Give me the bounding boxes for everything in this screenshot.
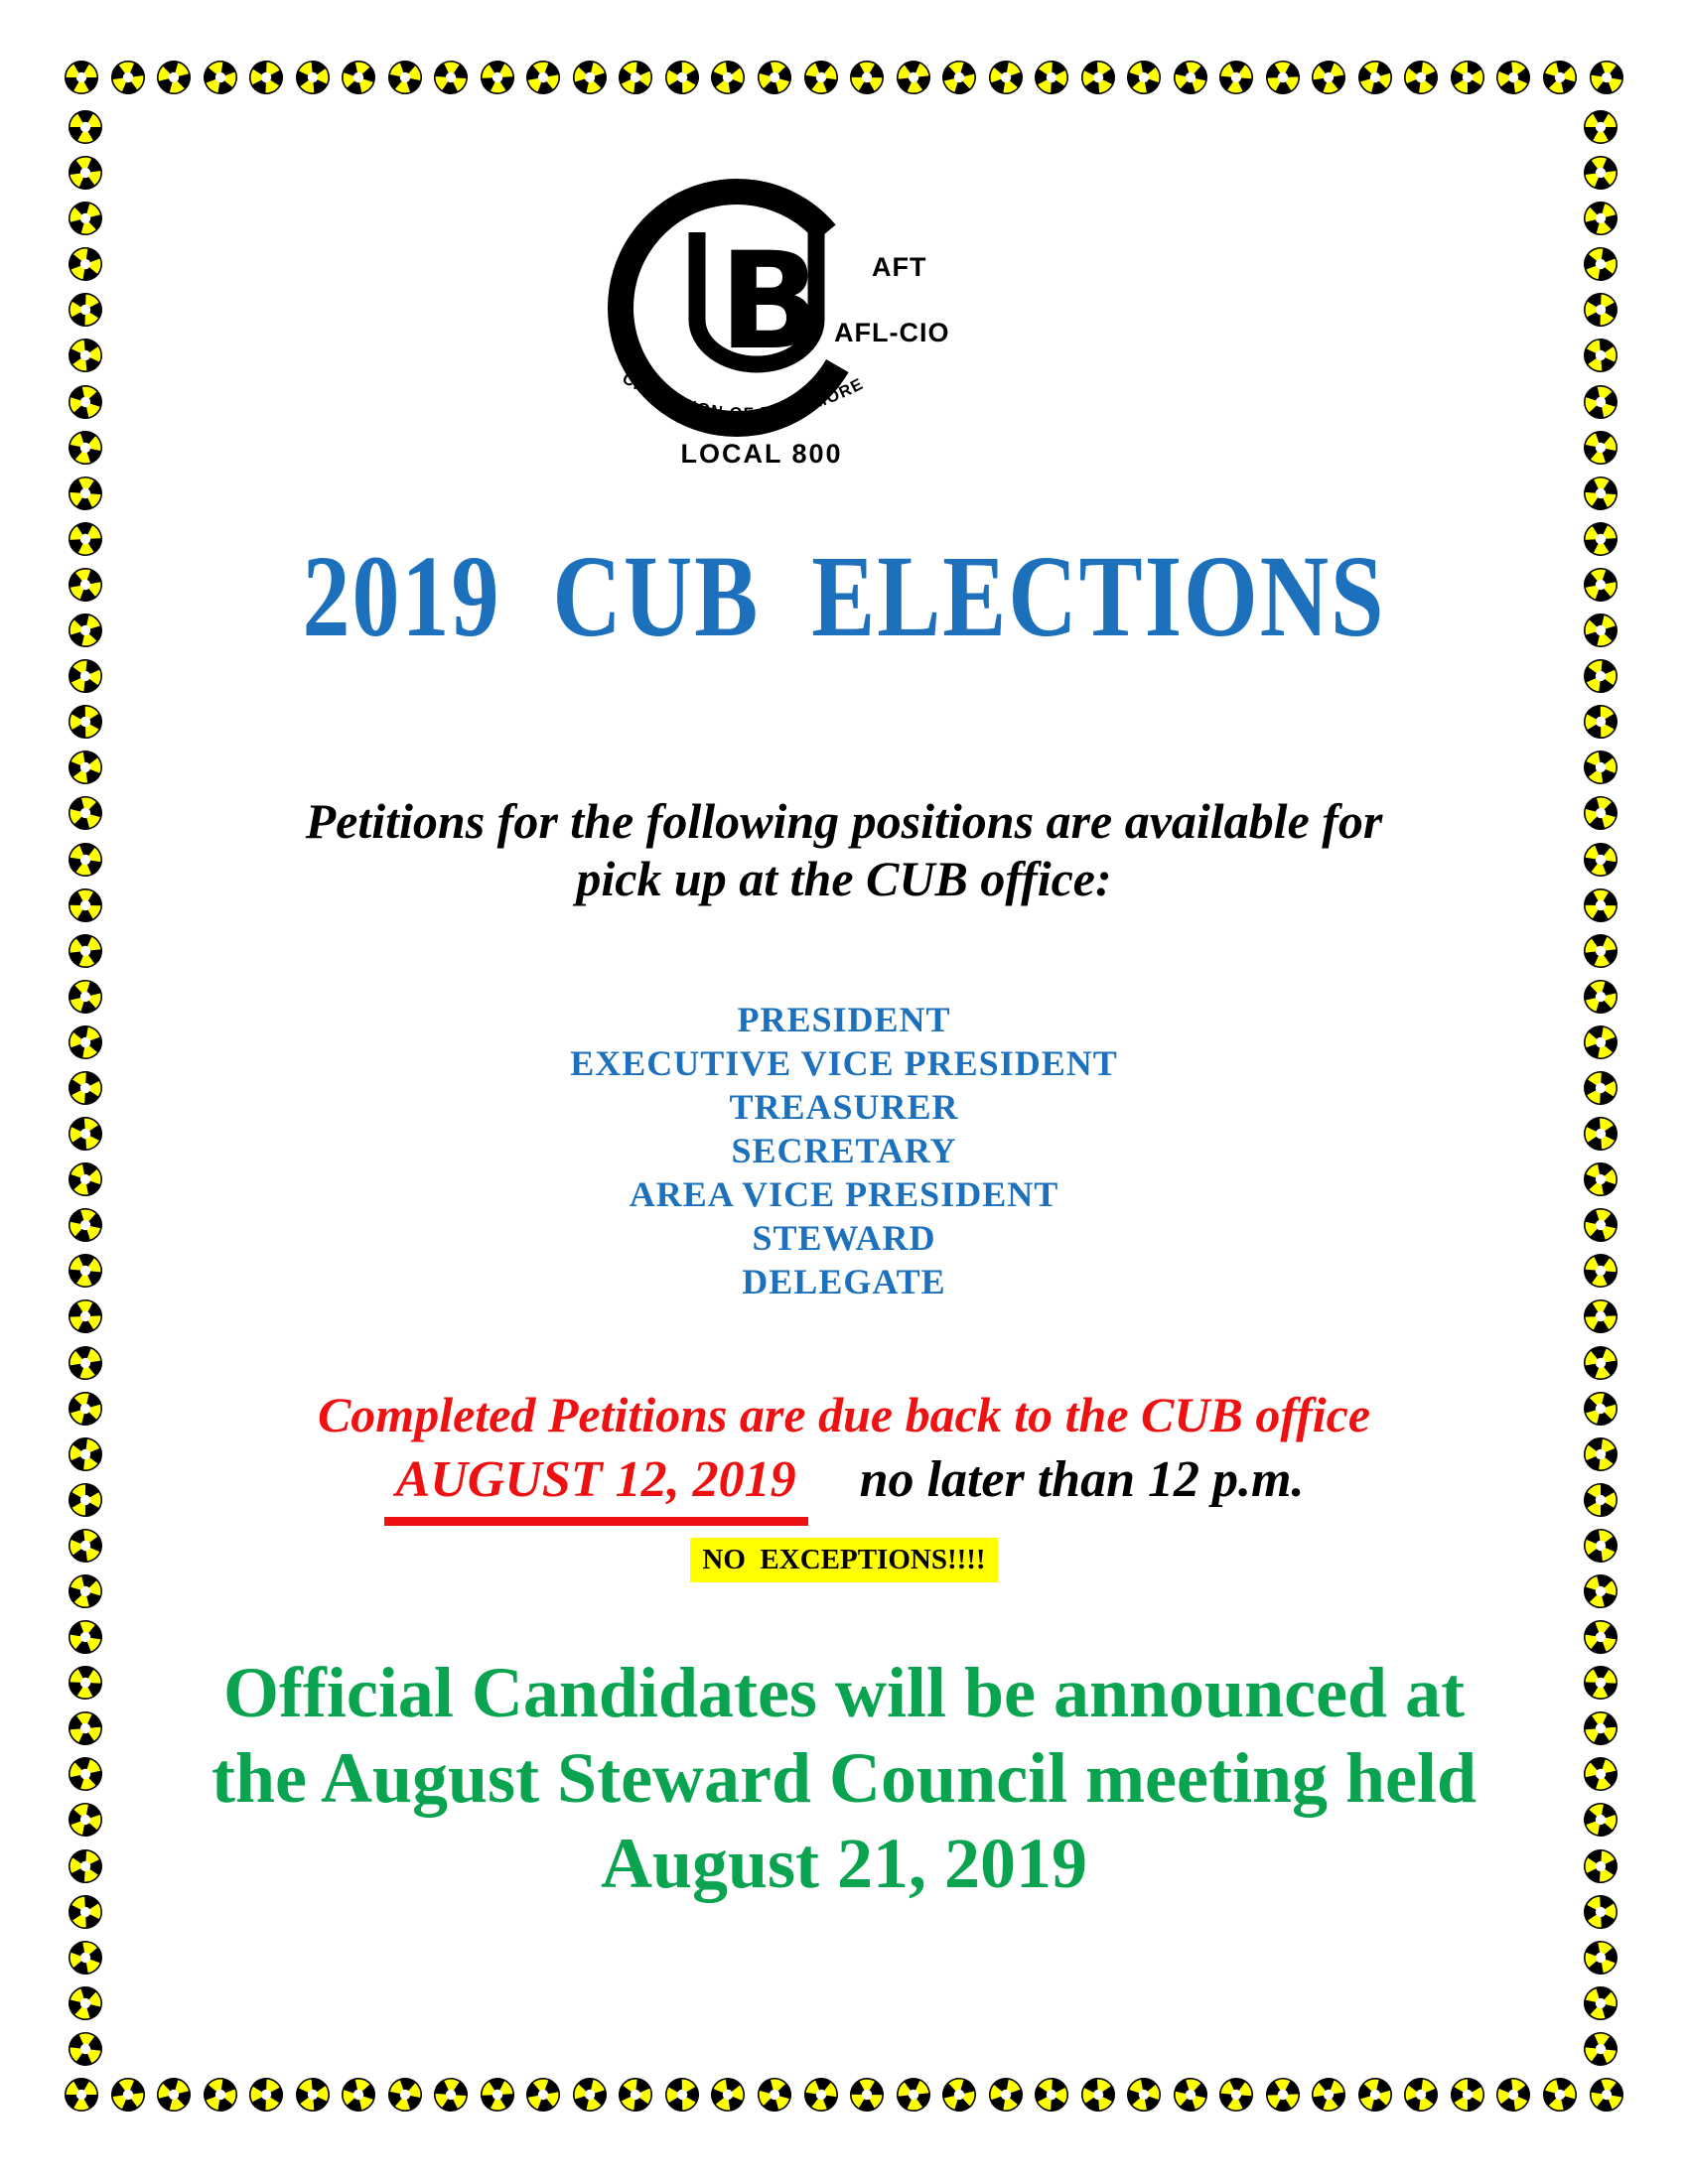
- intro-paragraph: [0, 792, 1688, 907]
- radiation-wheel-icon: [1401, 2075, 1441, 2115]
- logo-aflcio-label: AFL-CIO: [834, 318, 950, 347]
- radiation-wheel-icon: [1490, 54, 1537, 100]
- due-notice-line-2: [0, 1449, 1688, 1526]
- radiation-wheel-icon: [384, 2074, 426, 2116]
- radiation-wheel-icon: [937, 2073, 982, 2117]
- radiation-wheel-icon: [1443, 53, 1491, 101]
- radiation-wheel-icon: [334, 2070, 384, 2120]
- radiation-wheel-icon: [64, 2077, 99, 2113]
- radiation-wheel-icon: [983, 55, 1029, 100]
- radiation-wheel-icon: [1169, 57, 1211, 99]
- radiation-wheel-icon: [64, 60, 99, 95]
- radiation-wheel-icon: [241, 2070, 291, 2119]
- position-item: DELEGATE: [742, 1262, 946, 1301]
- border-top: [64, 60, 1624, 95]
- radiation-wheel-icon: [1576, 376, 1626, 427]
- radiation-wheel-icon: [241, 53, 291, 102]
- radiation-wheel-icon: [1581, 2070, 1631, 2120]
- radiation-wheel-icon: [705, 2072, 752, 2118]
- announcement-line-3: August 21, 2019: [600, 1824, 1088, 1903]
- radiation-wheel-icon: [1119, 2070, 1170, 2120]
- radiation-wheel-icon: [1581, 656, 1620, 696]
- radiation-wheel-icon: [65, 427, 106, 469]
- position-item: SECRETARY: [731, 1131, 957, 1170]
- radiation-wheel-icon: [1309, 57, 1349, 97]
- radiation-wheel-icon: [1576, 926, 1625, 976]
- radiation-wheel-icon: [61, 376, 111, 427]
- radiation-wheel-icon: [937, 56, 982, 100]
- radiation-wheel-icon: [1578, 241, 1624, 288]
- due-date: AUGUST 12, 2019: [384, 1449, 808, 1526]
- radiation-wheel-icon: [1258, 2071, 1307, 2119]
- radiation-wheel-icon: [102, 53, 152, 102]
- radiation-wheel-icon: [1349, 2070, 1400, 2120]
- radiation-wheel-icon: [152, 56, 197, 100]
- radiation-wheel-icon: [564, 2070, 615, 2120]
- radiation-wheel-icon: [61, 286, 110, 336]
- due-notice-line-1: Completed Petitions are due back to the CUB office: [317, 1387, 1371, 1442]
- radiation-wheel-icon: [1119, 53, 1170, 103]
- radiation-wheel-icon: [62, 2025, 109, 2073]
- intro-line-1: Petitions for the following positions are available for: [305, 793, 1383, 849]
- logo-local-label: LOCAL 800: [680, 439, 843, 469]
- radiation-wheel-icon: [1078, 2076, 1116, 2114]
- radiation-wheel-icon: [849, 60, 886, 96]
- radiation-wheel-icon: [474, 2071, 521, 2118]
- radiation-wheel-icon: [384, 57, 426, 98]
- radiation-wheel-icon: [152, 2073, 197, 2117]
- radiation-wheel-icon: [1490, 2071, 1537, 2117]
- radiation-wheel-icon: [1401, 58, 1441, 97]
- announcement-line-2: the August Steward Council meeting held: [211, 1738, 1477, 1818]
- radiation-wheel-icon: [66, 337, 104, 375]
- radiation-wheel-icon: [1538, 2073, 1582, 2116]
- position-item: STEWARD: [752, 1218, 936, 1258]
- radiation-wheel-icon: [888, 2070, 937, 2119]
- radiation-wheel-icon: [657, 2070, 706, 2118]
- radiation-wheel-icon: [1579, 1981, 1621, 2024]
- radiation-wheel-icon: [1027, 2070, 1076, 2119]
- radiation-wheel-icon: [68, 109, 103, 145]
- radiation-wheel-icon: [1169, 2074, 1211, 2116]
- logo-arc-text: CITY UNION OF BALTIMORE: [619, 369, 868, 424]
- radiation-wheel-icon: [1576, 286, 1625, 336]
- radiation-wheel-icon: [63, 745, 109, 791]
- radiation-wheel-icon: [293, 2075, 332, 2114]
- radiation-wheel-icon: [293, 58, 332, 96]
- radiation-wheel-icon: [61, 148, 110, 198]
- radiation-wheel-icon: [64, 197, 108, 241]
- radiation-wheel-icon: [617, 2075, 656, 2115]
- radiation-wheel-icon: [657, 53, 706, 101]
- radiation-wheel-icon: [795, 2070, 846, 2120]
- intro-line-2: pick up at the CUB office:: [576, 851, 1112, 906]
- radiation-wheel-icon: [1078, 59, 1116, 96]
- radiation-wheel-icon: [427, 54, 475, 101]
- page-title: 2019 CUB ELECTIONS: [302, 531, 1386, 661]
- positions-list: [0, 998, 1688, 1303]
- radiation-wheel-icon: [522, 57, 564, 98]
- radiation-wheel-icon: [564, 53, 615, 103]
- radiation-wheel-icon: [427, 2071, 475, 2118]
- radiation-wheel-icon: [1578, 745, 1624, 791]
- radiation-wheel-icon: [1443, 2070, 1491, 2118]
- radiation-wheel-icon: [65, 1342, 105, 1383]
- radiation-wheel-icon: [197, 2072, 243, 2118]
- announcement-line-1: Official Candidates will be announced at: [222, 1653, 1466, 1732]
- radiation-wheel-icon: [1027, 53, 1076, 102]
- radiation-wheel-icon: [66, 656, 105, 696]
- radiation-wheel-icon: [1583, 109, 1618, 145]
- radiation-wheel-icon: [1576, 148, 1625, 198]
- radiation-wheel-icon: [888, 53, 937, 102]
- radiation-wheel-icon: [63, 241, 109, 288]
- radiation-wheel-icon: [61, 926, 110, 976]
- radiation-wheel-icon: [1349, 53, 1400, 103]
- position-item: PRESIDENT: [737, 1000, 951, 1039]
- radiation-wheel-icon: [1576, 698, 1624, 747]
- no-exceptions-banner: [0, 1538, 1688, 1582]
- radiation-wheel-icon: [1212, 54, 1260, 101]
- radiation-wheel-icon: [474, 54, 521, 101]
- radiation-wheel-icon: [1580, 427, 1621, 469]
- radiation-wheel-icon: [849, 2077, 886, 2114]
- radiation-wheel-icon: [1212, 2071, 1260, 2118]
- radiation-wheel-icon: [1538, 56, 1582, 99]
- radiation-wheel-icon: [334, 53, 384, 103]
- radiation-wheel-icon: [1581, 53, 1631, 103]
- announcement: [0, 1650, 1688, 1906]
- radiation-wheel-icon: [61, 1932, 111, 1982]
- position-item: TREASURER: [729, 1087, 959, 1127]
- radiation-wheel-icon: [1309, 2074, 1349, 2115]
- radiation-wheel-icon: [753, 2073, 796, 2116]
- radiation-wheel-icon: [753, 56, 796, 99]
- radiation-wheel-icon: [522, 2074, 564, 2116]
- radiation-wheel-icon: [1580, 1342, 1620, 1383]
- no-exceptions-text: NO EXCEPTIONS!!!!: [690, 1538, 997, 1582]
- radiation-wheel-icon: [617, 58, 656, 97]
- radiation-wheel-icon: [1258, 54, 1307, 102]
- radiation-wheel-icon: [795, 53, 846, 103]
- position-item: EXECUTIVE VICE PRESIDENT: [570, 1043, 1118, 1083]
- position-item: AREA VICE PRESIDENT: [629, 1174, 1059, 1214]
- radiation-wheel-icon: [102, 2070, 152, 2119]
- radiation-wheel-icon: [1577, 2025, 1624, 2073]
- radiation-wheel-icon: [705, 55, 752, 101]
- cub-logo: [578, 171, 995, 469]
- radiation-wheel-icon: [1576, 1932, 1626, 1982]
- radiation-wheel-icon: [197, 55, 243, 101]
- logo-b-glyph: B: [719, 223, 821, 379]
- radiation-wheel-icon: [64, 1981, 106, 2024]
- radiation-wheel-icon: [61, 698, 109, 747]
- radiation-wheel-icon: [62, 470, 109, 517]
- radiation-wheel-icon: [1581, 337, 1619, 375]
- due-time-suffix: no later than 12 p.m.: [859, 1451, 1305, 1508]
- radiation-wheel-icon: [1577, 470, 1624, 517]
- border-bottom: [64, 2077, 1624, 2113]
- radiation-wheel-icon: [1579, 197, 1623, 241]
- logo-aft-label: AFT: [872, 252, 927, 282]
- radiation-wheel-icon: [983, 2072, 1029, 2117]
